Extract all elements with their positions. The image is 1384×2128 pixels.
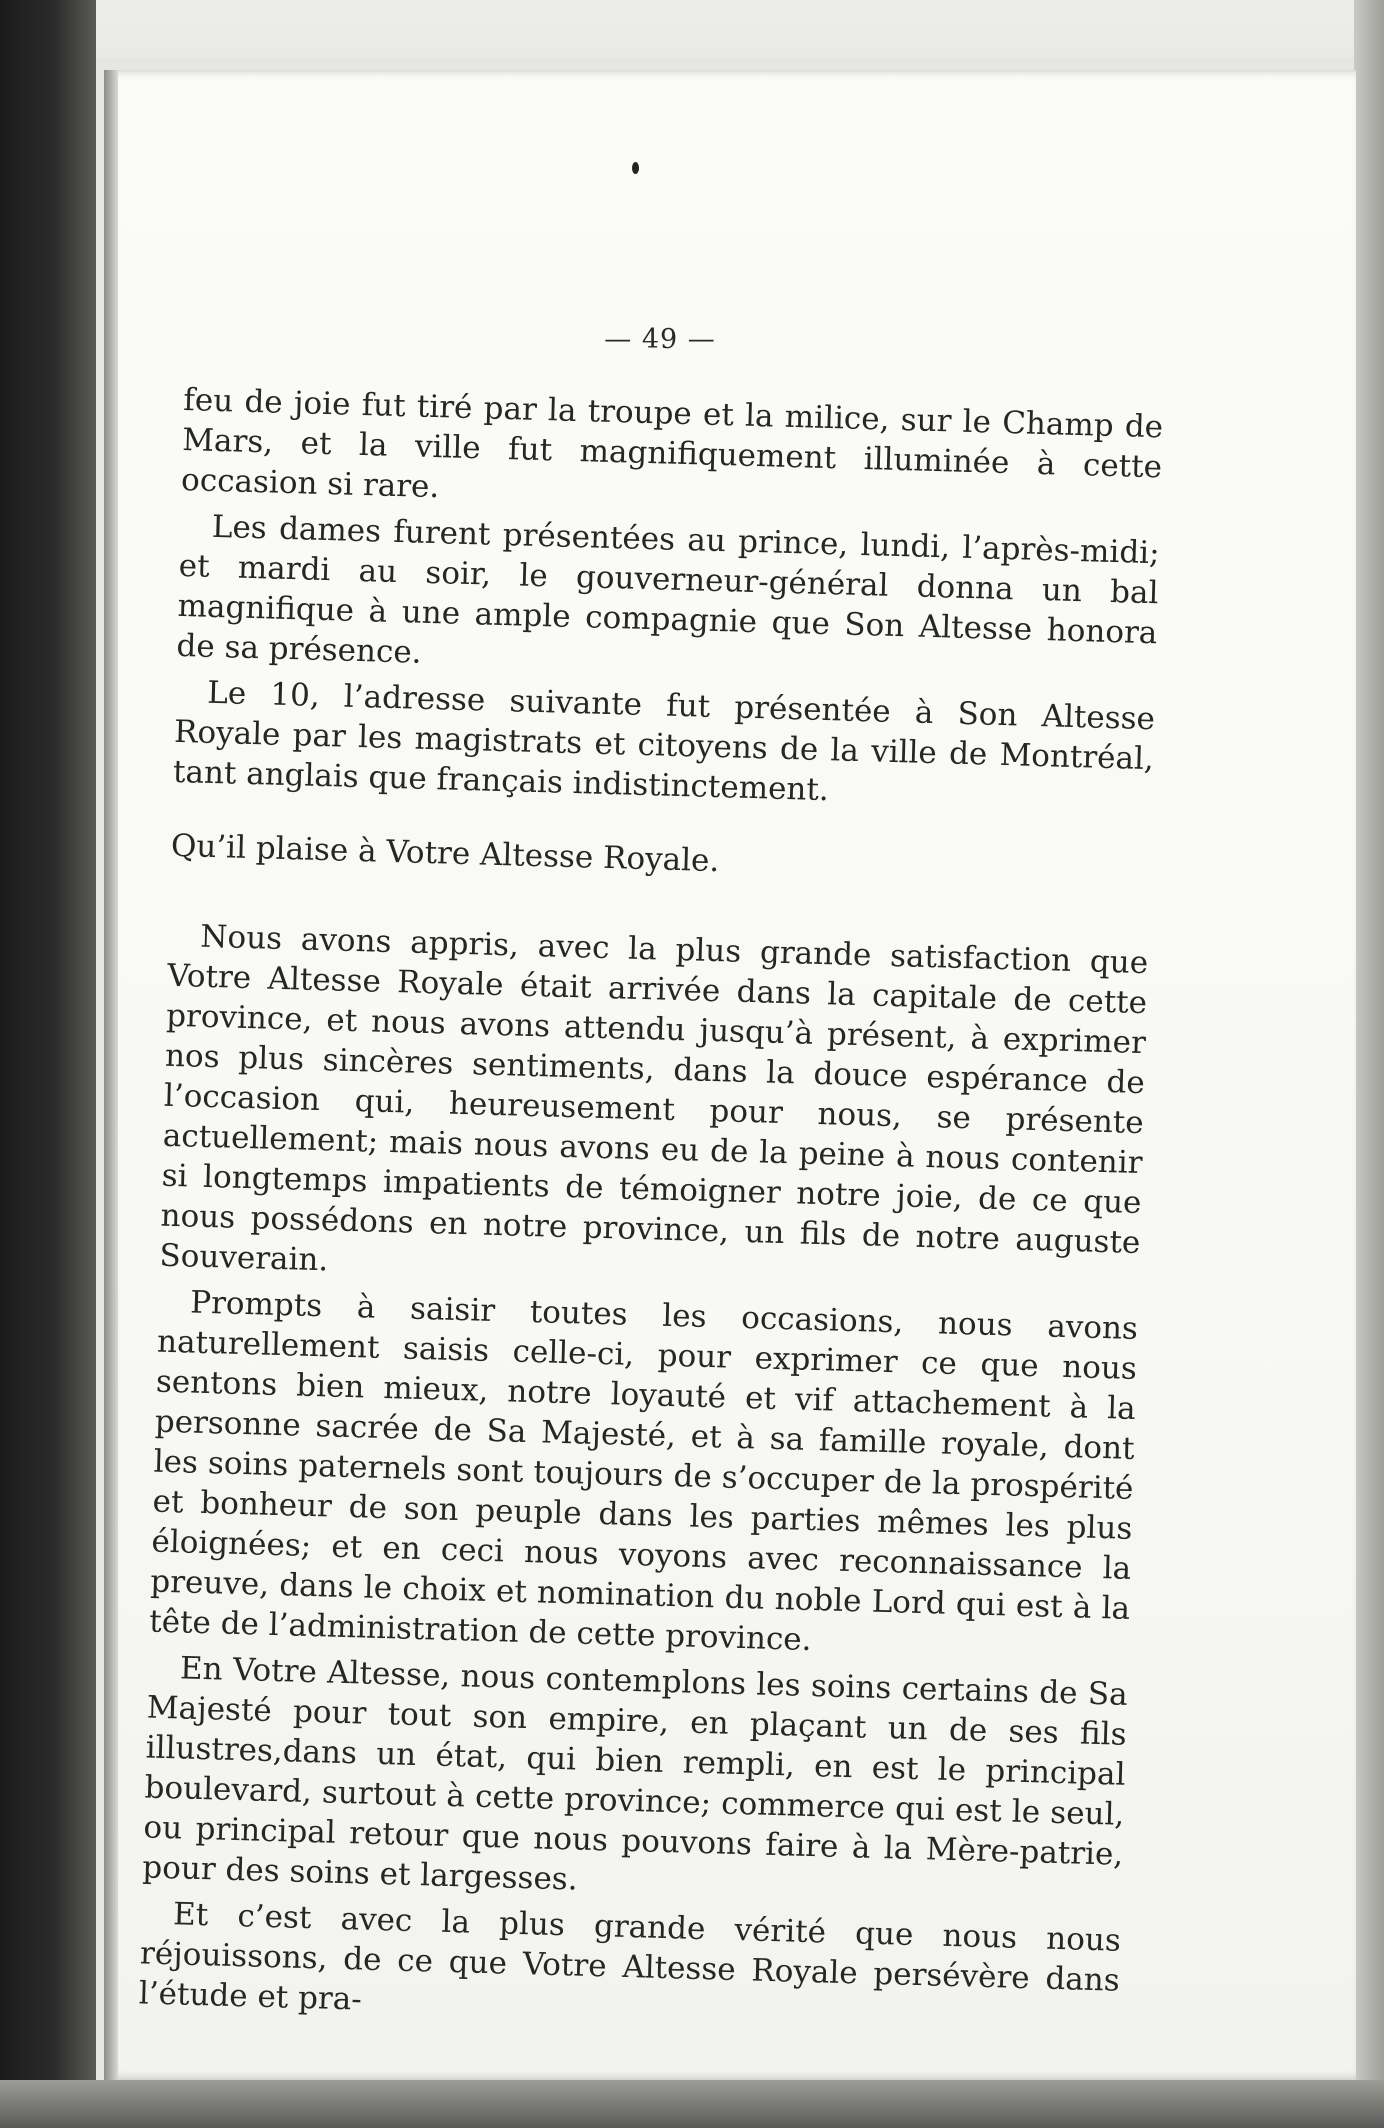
ink-speck — [632, 162, 639, 174]
paragraph-address-empire: En Votre Altesse, nous contemplons les soins certains de Sa Majesté pour tout son empire, en plaçant un de ses fils illustres,dans un état, qui bien rempli, en est le principal boulevard, surtout à cette province; commerce qui est le seul, ou principal retour que nous pouvons faire à la Mère-patrie, pour des soins et largesses. — [141, 1650, 1129, 1898]
page-spine-shadow — [104, 70, 118, 2080]
paragraph-address-loyalty: Prompts à saisir toutes les occasions, nous avons naturellement saisis celle-ci, pour exprimer ce que nous sentons bien mieux, notre loyauté et vif attachement à la personne sacrée de Sa Majesté, et à sa famille royale, dont les soins paternels sont toujours de s’occuper de la prospérité et bonheur de son peuple dans les parties mêmes les plus éloignées; et en ceci nous voyons avec reconnaissance la preuve, dans le choix et nomination du noble Lord qui est à la tête de l’administration de cette province. — [148, 1284, 1139, 1659]
paragraph-ladies-presented: Les dames furent présentées au prince, lundi, l’après-midi; et mardi au soir, le gouverneur-général donna un bal magnifique à une ample compagnie que Son Altesse honora de sa présence. — [176, 508, 1161, 671]
film-margin-left — [0, 0, 96, 2128]
film-margin-bottom — [0, 2080, 1384, 2128]
page-text — [138, 380, 1163, 2047]
page-number: — 49 — — [604, 324, 716, 355]
paragraph-address-presented: Le 10, l’adresse suivante fut présentée à Son Altesse Royale par les magistrats et citoyens de la ville de Montréal, tant anglais que français indistinctement. — [172, 674, 1156, 809]
paragraph-address-satisfaction: Nous avons appris, avec la plus grande satisfaction que Votre Altesse Royale était arrivée dans la capitale de cette province, et nous avons attendu jusqu’à présent, à exprimer nos plus sincères sentiments, dans la douce espérance de l’occasion qui, heureusement pour nous, se présente actuellement; mais nous avons eu de la peine à nous contenir si longtemps impatients de témoigner notre joie, de ce que nous possédons en notre province, un fils de notre auguste Souverain. — [159, 918, 1149, 1279]
paragraph-continuation: feu de joie fut tiré par la troupe et la milice, sur le Champ de Mars, et la ville fut magnifiquement illuminée à cette occasion si rare. — [180, 381, 1164, 506]
paragraph-address-rejoice: Et c’est avec la plus grande vérité que nous nous réjouissons, de ce que Votre Altesse Royale persévère dans l’étude et pra- — [138, 1896, 1122, 2018]
address-salutation: Qu’il plaise à Votre Altesse Royale. — [170, 827, 720, 880]
film-margin-top — [0, 0, 1384, 58]
film-margin-right — [1354, 0, 1384, 2128]
